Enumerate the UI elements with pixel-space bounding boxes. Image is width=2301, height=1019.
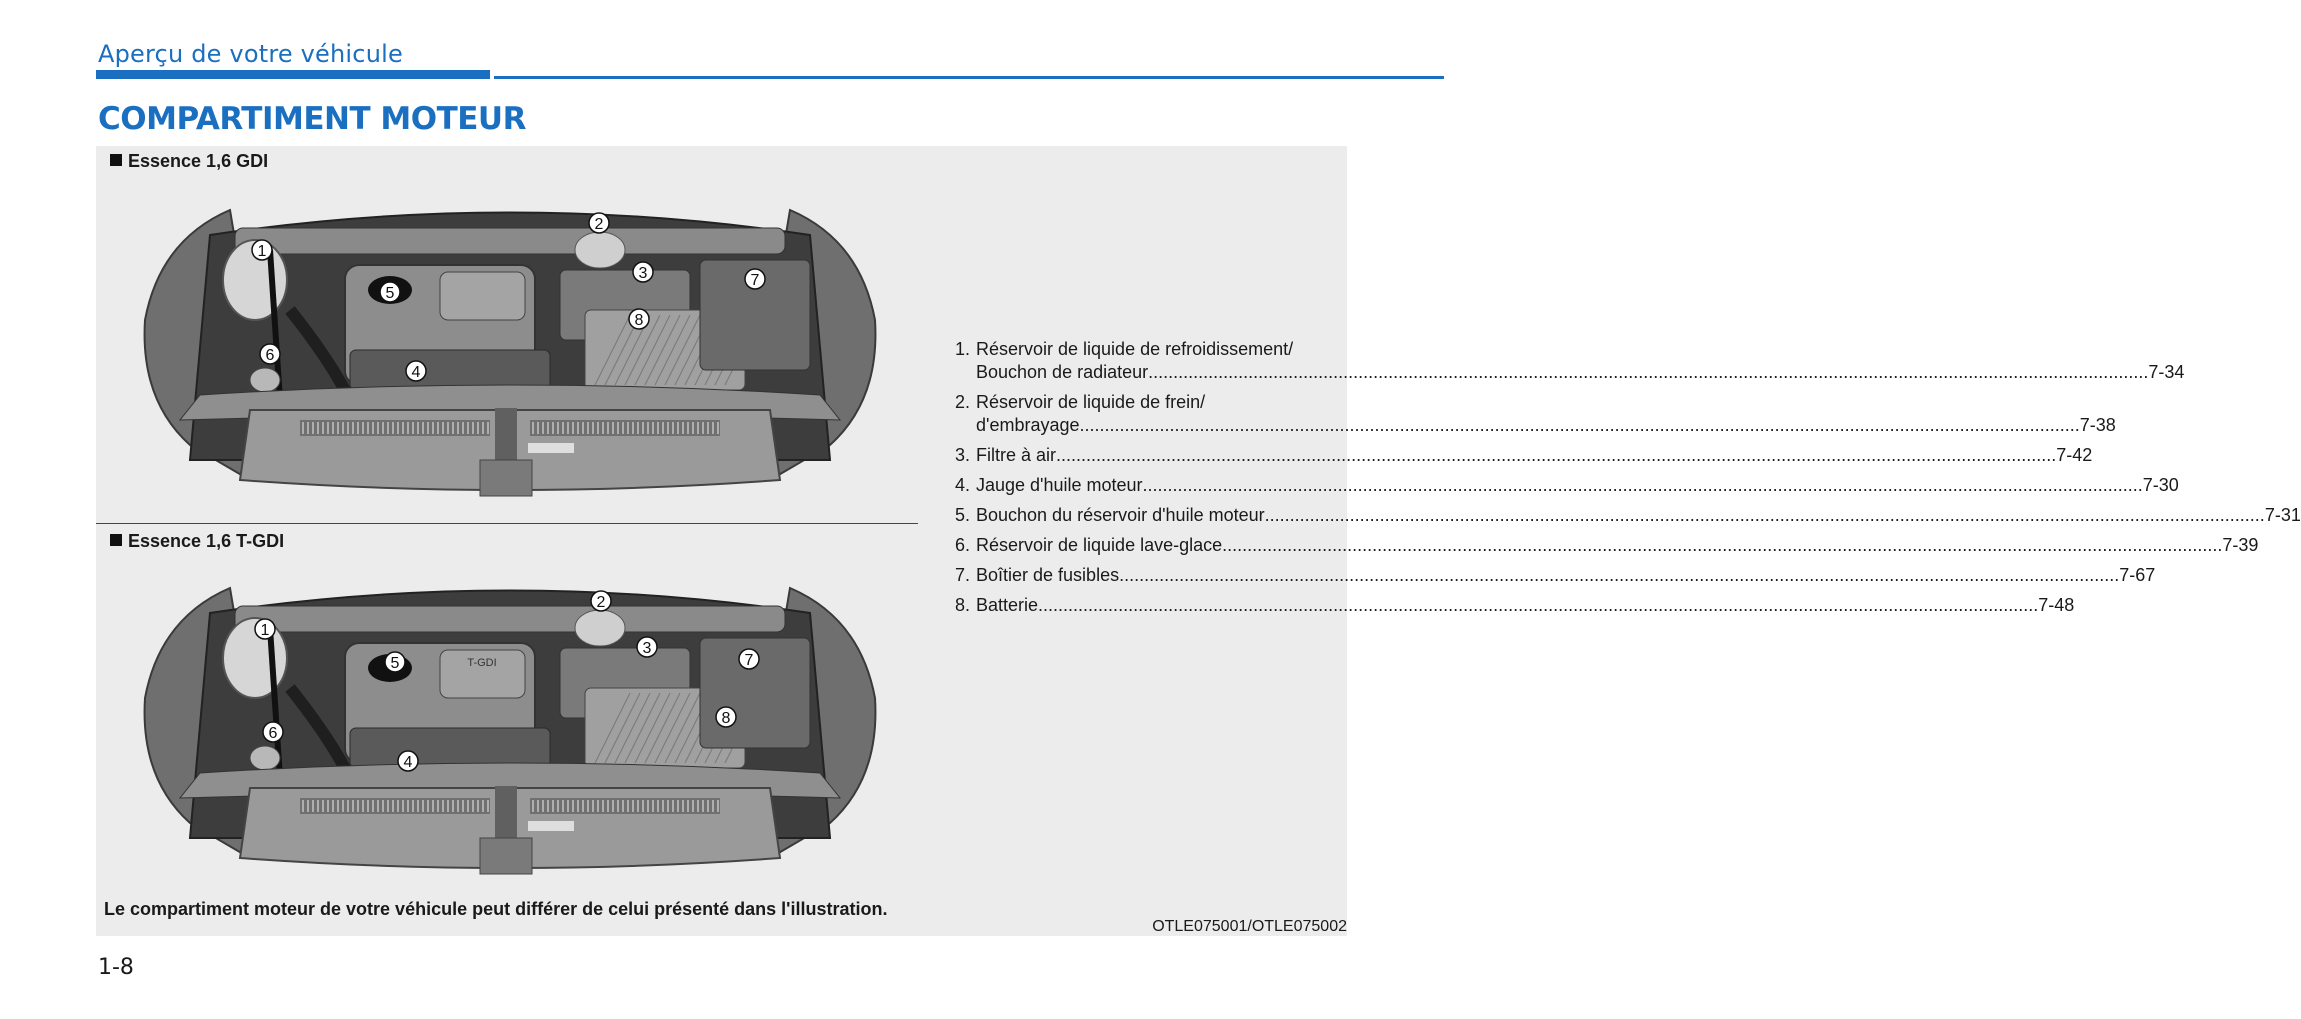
item-page: 7-67: [2119, 565, 2156, 585]
dot-leader: ........................................................................................................................................................................................................: [1264, 505, 2265, 525]
figure-caption-gdi: Essence 1,6 GDI: [110, 151, 268, 172]
item-number: 5.: [955, 505, 971, 525]
header-rule-thin: [494, 76, 1444, 79]
parts-list-item: [955, 534, 2259, 557]
callout-number: 2: [594, 216, 604, 233]
engine-illustration-gdi: [140, 180, 880, 515]
item-label: Bouchon de radiateur: [976, 362, 1149, 382]
callout-number: 1: [260, 622, 270, 639]
callout-number: 1: [257, 243, 267, 260]
bullet-square-icon: [110, 534, 122, 546]
image-code: OTLE075001/OTLE075002: [1152, 918, 1347, 935]
washer-reservoir: [250, 368, 280, 392]
brake-reservoir: [575, 610, 625, 646]
parts-list: [955, 338, 2301, 624]
header-rule-thick: [96, 70, 490, 79]
brake-reservoir: [575, 232, 625, 268]
item-number: 1.: [955, 339, 971, 359]
latch-bracket: [480, 838, 532, 874]
intake-manifold: [350, 728, 550, 768]
item-number: 3.: [955, 445, 971, 465]
item-number: 4.: [955, 475, 971, 495]
washer-reservoir: [250, 746, 280, 770]
item-page: 7-39: [2222, 535, 2259, 555]
callout-number: 3: [642, 640, 652, 657]
engine-cover-top: [440, 272, 525, 320]
item-number: 7.: [955, 565, 971, 585]
item-number: 8.: [955, 595, 971, 615]
callout-number: 6: [268, 725, 278, 742]
warning-label: [528, 821, 574, 831]
callout-number: 4: [411, 364, 421, 381]
dot-leader: ........................................................................................................................................................................................................: [1038, 595, 2039, 615]
cover-badge: T-GDI: [467, 657, 497, 669]
parts-list-item: [955, 564, 2156, 587]
parts-list-item: [955, 391, 2116, 437]
callout-number: 5: [390, 655, 400, 672]
dot-leader: ........................................................................................................................................................................................................: [1056, 445, 2057, 465]
item-label-line: Réservoir de liquide de frein/: [976, 392, 1206, 412]
item-page: 7-38: [2079, 415, 2116, 435]
item-label: Boîtier de fusibles: [976, 565, 1120, 585]
item-number: 6.: [955, 535, 971, 555]
item-page: 7-34: [2148, 362, 2185, 382]
callout-number: 8: [634, 312, 644, 329]
dot-leader: ........................................................................................................................................................................................................: [1222, 535, 2223, 555]
parts-list-item: [955, 474, 2179, 497]
cowl-panel: [235, 606, 785, 632]
warning-label: [528, 443, 574, 453]
bullet-square-icon: [110, 154, 122, 166]
item-number: 2.: [955, 392, 971, 412]
item-label: d'embrayage: [976, 415, 1080, 435]
item-label: Filtre à air: [976, 445, 1057, 465]
figure-divider: [96, 523, 918, 524]
intake-manifold: [350, 350, 550, 390]
page-title: COMPARTIMENT MOTEUR: [98, 101, 526, 137]
callout-number: 4: [403, 754, 413, 771]
parts-list-item: [955, 338, 2185, 384]
item-page: 7-30: [2142, 475, 2179, 495]
parts-list-item: [955, 594, 2075, 617]
page-number: 1-8: [98, 955, 134, 980]
figure-caption-tgdi: Essence 1,6 T-GDI: [110, 531, 284, 552]
parts-list-item: [955, 444, 2093, 467]
item-label-line: Réservoir de liquide de refroidissement/: [976, 339, 1294, 359]
parts-list-item: [955, 504, 2301, 527]
latch-bracket: [480, 460, 532, 496]
callout-number: 2: [596, 594, 606, 611]
hood-latch: [495, 786, 517, 841]
item-page: 7-42: [2056, 445, 2093, 465]
item-page: 7-48: [2038, 595, 2075, 615]
section-title: Aperçu de votre véhicule: [98, 40, 403, 68]
callout-number: 3: [638, 265, 648, 282]
item-label: Batterie: [976, 595, 1039, 615]
hood-latch: [495, 408, 517, 463]
callout-number: 5: [385, 285, 395, 302]
callout-number: 6: [265, 347, 275, 364]
cowl-panel: [235, 228, 785, 254]
callout-number: 7: [750, 272, 760, 289]
item-page: 7-31: [2264, 505, 2301, 525]
dot-leader: ........................................................................................................................................................................................................: [1119, 565, 2120, 585]
item-label: Jauge d'huile moteur: [976, 475, 1143, 495]
dot-leader: ........................................................................................................................................................................................................: [1148, 362, 2149, 382]
dot-leader: ........................................................................................................................................................................................................: [1142, 475, 2143, 495]
callout-number: 8: [721, 710, 731, 727]
dot-leader: ........................................................................................................................................................................................................: [1079, 415, 2080, 435]
item-label: Réservoir de liquide lave-glace: [976, 535, 1223, 555]
engine-illustration-tgdi: [140, 558, 880, 893]
item-label: Bouchon du réservoir d'huile moteur: [976, 505, 1265, 525]
callout-number: 7: [744, 652, 754, 669]
illustration-note: Le compartiment moteur de votre véhicule peut différer de celui présenté dans l'illustration.: [104, 899, 888, 919]
